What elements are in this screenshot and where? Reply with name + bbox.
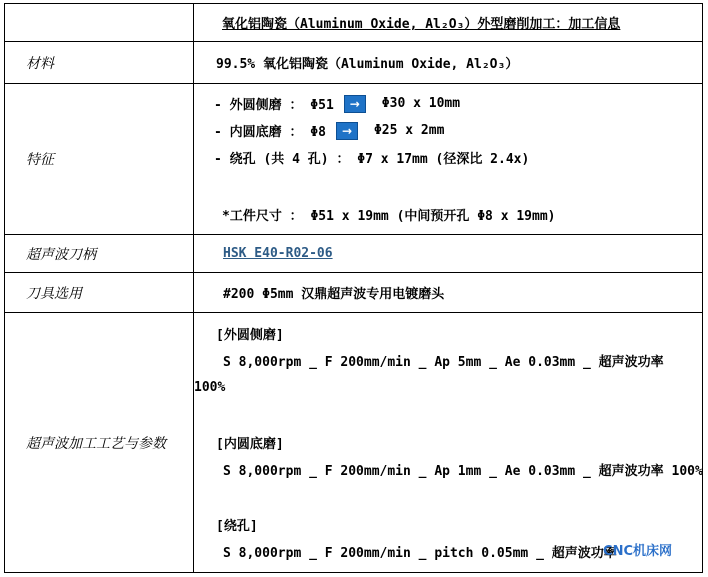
info-table: [4, 3, 703, 573]
process-hole-title: [绕孔]: [216, 519, 258, 534]
material-label: 材料: [5, 42, 194, 84]
material-value: 99.5% 氧化铝陶瓷（Aluminum Oxide, Al₂O₃）: [194, 42, 703, 84]
process-cell: [194, 313, 703, 573]
process-outer-title: [外圆侧磨]: [216, 328, 284, 343]
holder-link[interactable]: HSK E40-R02-06: [223, 246, 333, 261]
tool-label: 刀具选用: [5, 273, 194, 313]
arrow-right-icon: →: [336, 122, 358, 140]
holder-label: 超声波刀柄: [5, 235, 194, 273]
feature-outer-grind: - 外圆侧磨 ： Φ51 → Φ30 x 10mm: [214, 96, 461, 113]
feature-inner-grind: - 内圆底磨 ： Φ8 → Φ25 x 2mm: [214, 123, 445, 140]
process-inner-params: S 8,000rpm _ F 200mm/min _ Ap 1mm _ Ae 0.03mm _ 超声波功率 100%: [223, 464, 703, 479]
process-outer-wrap: 100%: [194, 380, 226, 395]
process-label: 超声波加工工艺与参数: [5, 313, 194, 573]
process-outer-params: S 8,000rpm _ F 200mm/min _ Ap 5mm _ Ae 0.03mm _ 超声波功率: [223, 355, 664, 370]
process-inner-title: [内圆底磨]: [216, 437, 284, 452]
header-empty-cell: [5, 4, 194, 42]
watermark: CNC机床网: [603, 544, 672, 559]
process-hole-params: S 8,000rpm _ F 200mm/min _ pitch 0.05mm _ 超声波功率: [223, 546, 617, 561]
features-label: 特征: [5, 84, 194, 235]
feature-holes: - 绕孔 (共 4 孔) ： Φ7 x 17mm (径深比 2.4x): [214, 152, 530, 167]
feature-workpiece-size: *工件尺寸 ： Φ51 x 19mm (中间预开孔 Φ8 x 19mm): [222, 209, 556, 224]
arrow-right-icon: →: [344, 95, 366, 113]
features-cell: [194, 84, 703, 235]
page-title: 氧化铝陶瓷（Aluminum Oxide, Al₂O₃）外型磨削加工：加工信息: [222, 17, 621, 32]
header-title-cell: [194, 4, 703, 42]
tool-value: #200 Φ5mm 汉鼎超声波专用电镀磨头: [194, 273, 703, 313]
